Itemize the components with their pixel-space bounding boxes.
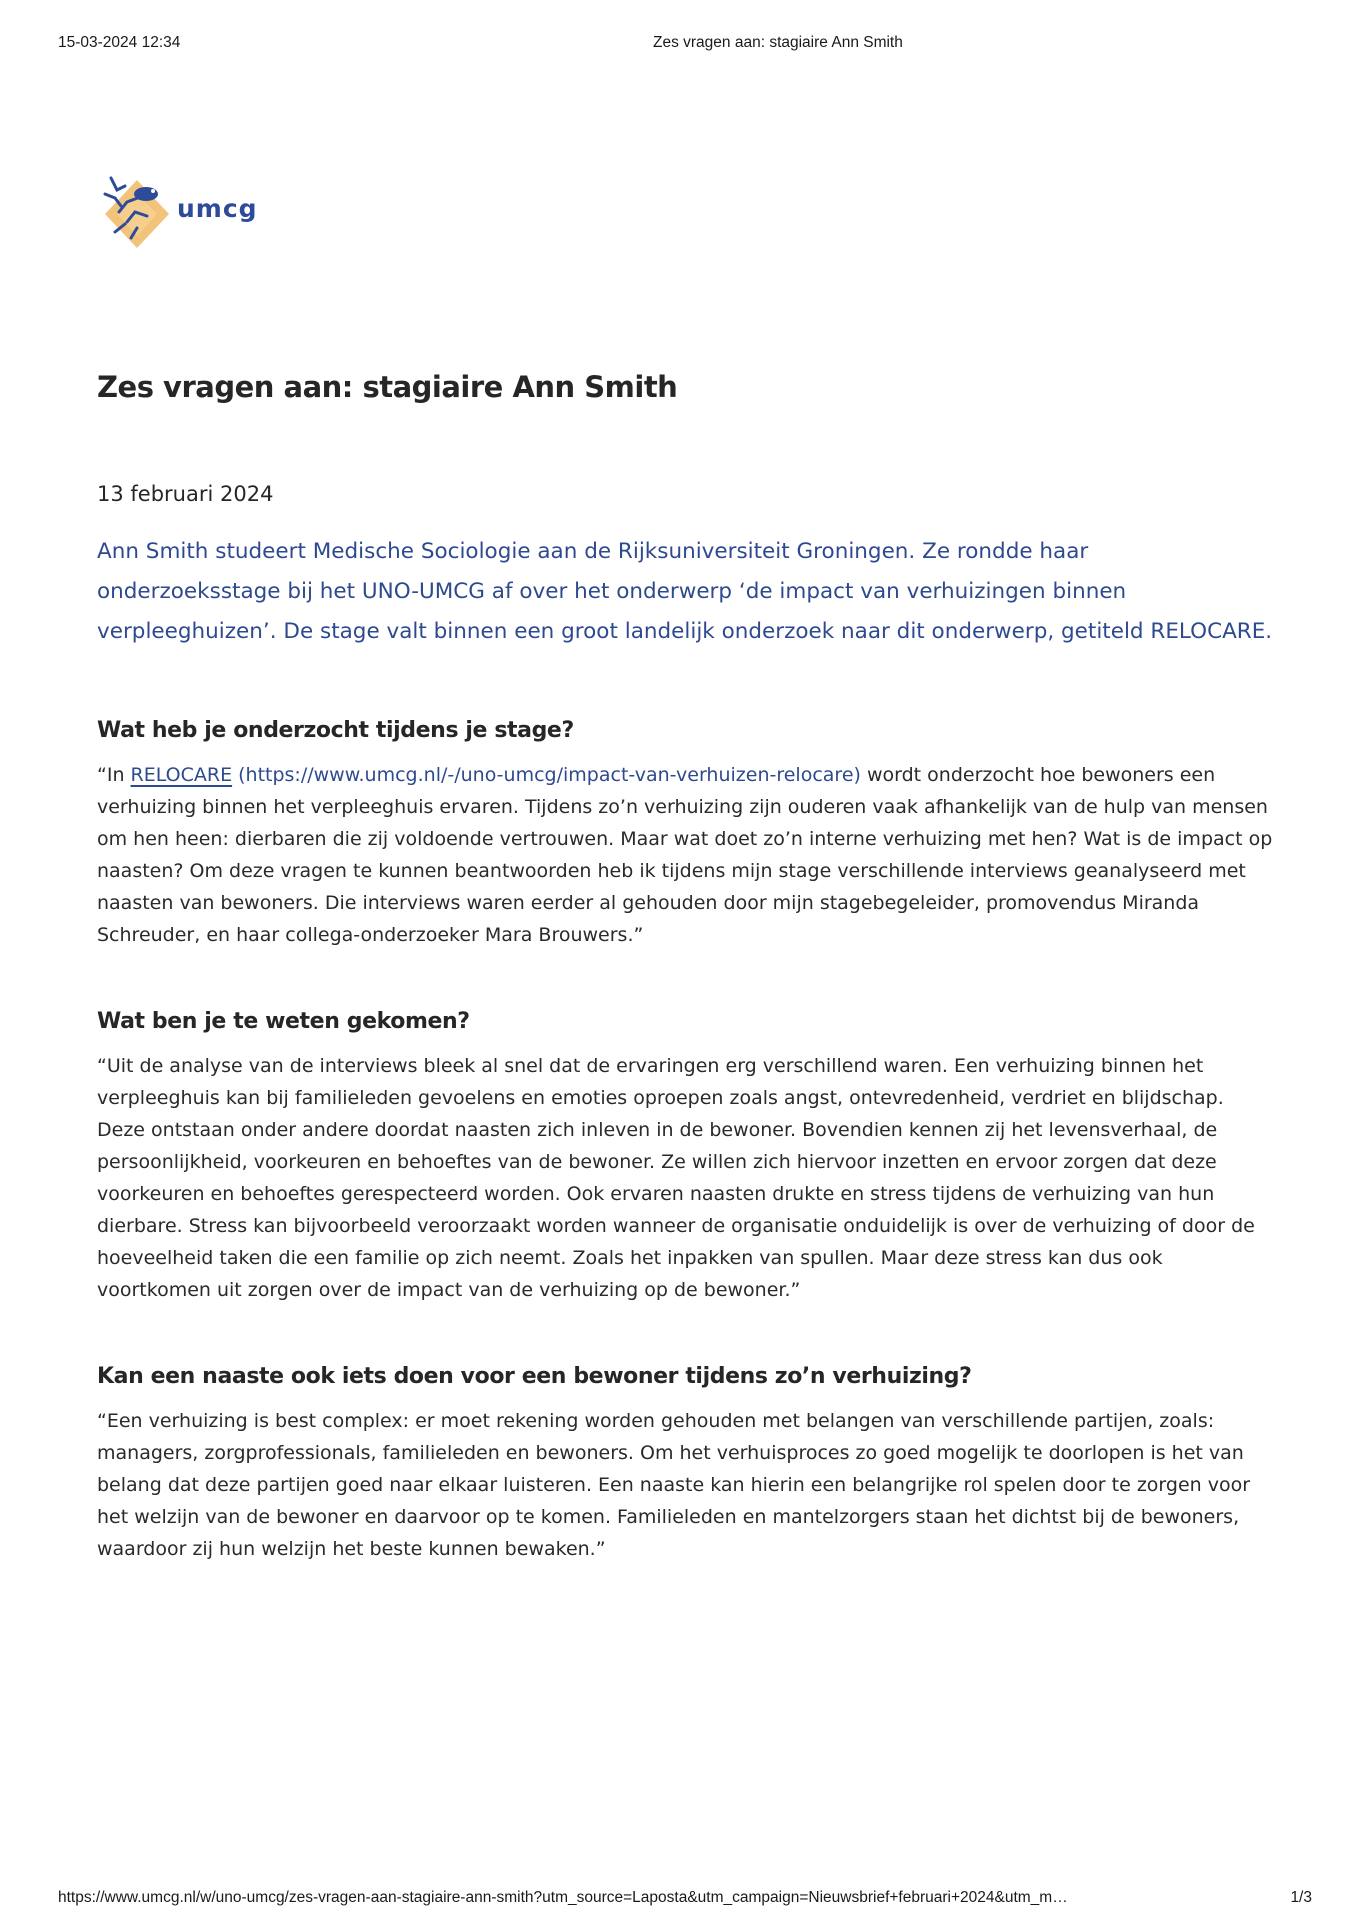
relocare-url: (https://www.umcg.nl/-/uno-umcg/impact-van-verhuizen-relocare) bbox=[232, 764, 861, 786]
logo-text: umcg bbox=[177, 194, 258, 223]
article-date: 13 februari 2024 bbox=[97, 482, 274, 506]
section-heading: Wat heb je onderzocht tijdens je stage? bbox=[97, 718, 574, 743]
section-heading: Wat ben je te weten gekomen? bbox=[97, 1009, 470, 1034]
quote-open: “In bbox=[97, 764, 131, 786]
section-body-text: wordt onderzocht hoe bewoners een verhuizing binnen het verpleeghuis ervaren. Tijdens zo’n verhuizing zijn ouderen vaak afhankelijk van de hulp van mensen om hen heen: dierbaren die zij voldoende vertrouwen. Maar wat doet zo’n interne verhuizing met hen? Wat is de impact op naasten? Om deze vragen te kunnen beantwoorden heb ik tijdens mijn stage verschillende interviews geanalyseerd met naasten van bewoners. Die interviews waren eerder al gehouden door mijn stagebegeleider, promovendus Miranda Schreuder, en haar collega-onderzoeker Mara Brouwers.” bbox=[97, 764, 1273, 946]
section-body: “Een verhuizing is best complex: er moet rekening worden gehouden met belangen van verschillende partijen, zoals: managers, zorgprofessionals, familieleden en bewoners. Om het verhuisproces zo goed mogelijk te doorlopen is het van belang dat deze partijen goed naar elkaar luisteren. Een naaste kan hierin een belangrijke rol spelen door te zorgen voor het welzijn van de bewoner en daarvoor op te komen. Familieleden en mantelzorgers staan het dichtst bij de bewoners, waardoor zij hun welzijn het beste kunnen bewaken.” bbox=[97, 1410, 1251, 1560]
section-body: “Uit de analyse van de interviews bleek al snel dat de ervaringen erg verschillend waren. Een verhuizing binnen het verpleeghuis kan bij familieleden gevoelens en emoties oproepen zoals angst, ontevredenheid, verdriet en blijdschap. Deze ontstaan onder andere doordat naasten zich inleven in de bewoner. Bovendien kennen zij het levensverhaal, de persoonlijkheid, voorkeuren en behoeftes van de bewoner. Ze willen zich hiervoor inzetten en ervoor zorgen dat deze voorkeuren en behoeftes gerespecteerd worden. Ook ervaren naasten drukte en stress tijdens de verhuizing van hun dierbare. Stress kan bijvoorbeeld veroorzaakt worden wanneer de organisatie onduidelijk is over de verhuizing of door de hoeveelheid taken die een familie op zich neemt. Zoals het inpakken van spullen. Maar deze stress kan dus ook voortkomen uit zorgen over de impact van de verhuizing op de bewoner.” bbox=[97, 1055, 1255, 1301]
section-body bbox=[97, 759, 1277, 951]
relocare-link[interactable]: RELOCARE bbox=[130, 764, 233, 786]
print-title: Zes vragen aan: stagiaire Ann Smith bbox=[653, 34, 903, 51]
print-datetime: 15-03-2024 12:34 bbox=[58, 34, 181, 51]
umcg-logo[interactable] bbox=[97, 172, 297, 252]
article bbox=[97, 370, 1277, 1565]
print-footer bbox=[58, 1889, 1324, 1909]
print-header bbox=[58, 34, 1324, 54]
article-title: Zes vragen aan: stagiaire Ann Smith bbox=[97, 370, 678, 404]
section-heading: Kan een naaste ook iets doen voor een bewoner tijdens zo’n verhuizing? bbox=[97, 1364, 972, 1389]
frog-logo-icon bbox=[97, 172, 175, 252]
article-intro: Ann Smith studeert Medische Sociologie aan de Rijksuniversiteit Groningen. Ze rondde haar onderzoeksstage bij het UNO-UMCG af over het onderwerp ‘de impact van verhuizingen binnen verpleeghuizen’. De stage valt binnen een groot landelijk onderzoek naar dit onderwerp, getiteld RELOCARE. bbox=[97, 539, 1273, 644]
page-number: 1/3 bbox=[1290, 1889, 1312, 1906]
print-url: https://www.umcg.nl/w/uno-umcg/zes-vragen-aan-stagiaire-ann-smith?utm_source=Laposta&utm_campaign=Nieuwsbrief+februari+2024&utm_m… bbox=[58, 1889, 1068, 1906]
